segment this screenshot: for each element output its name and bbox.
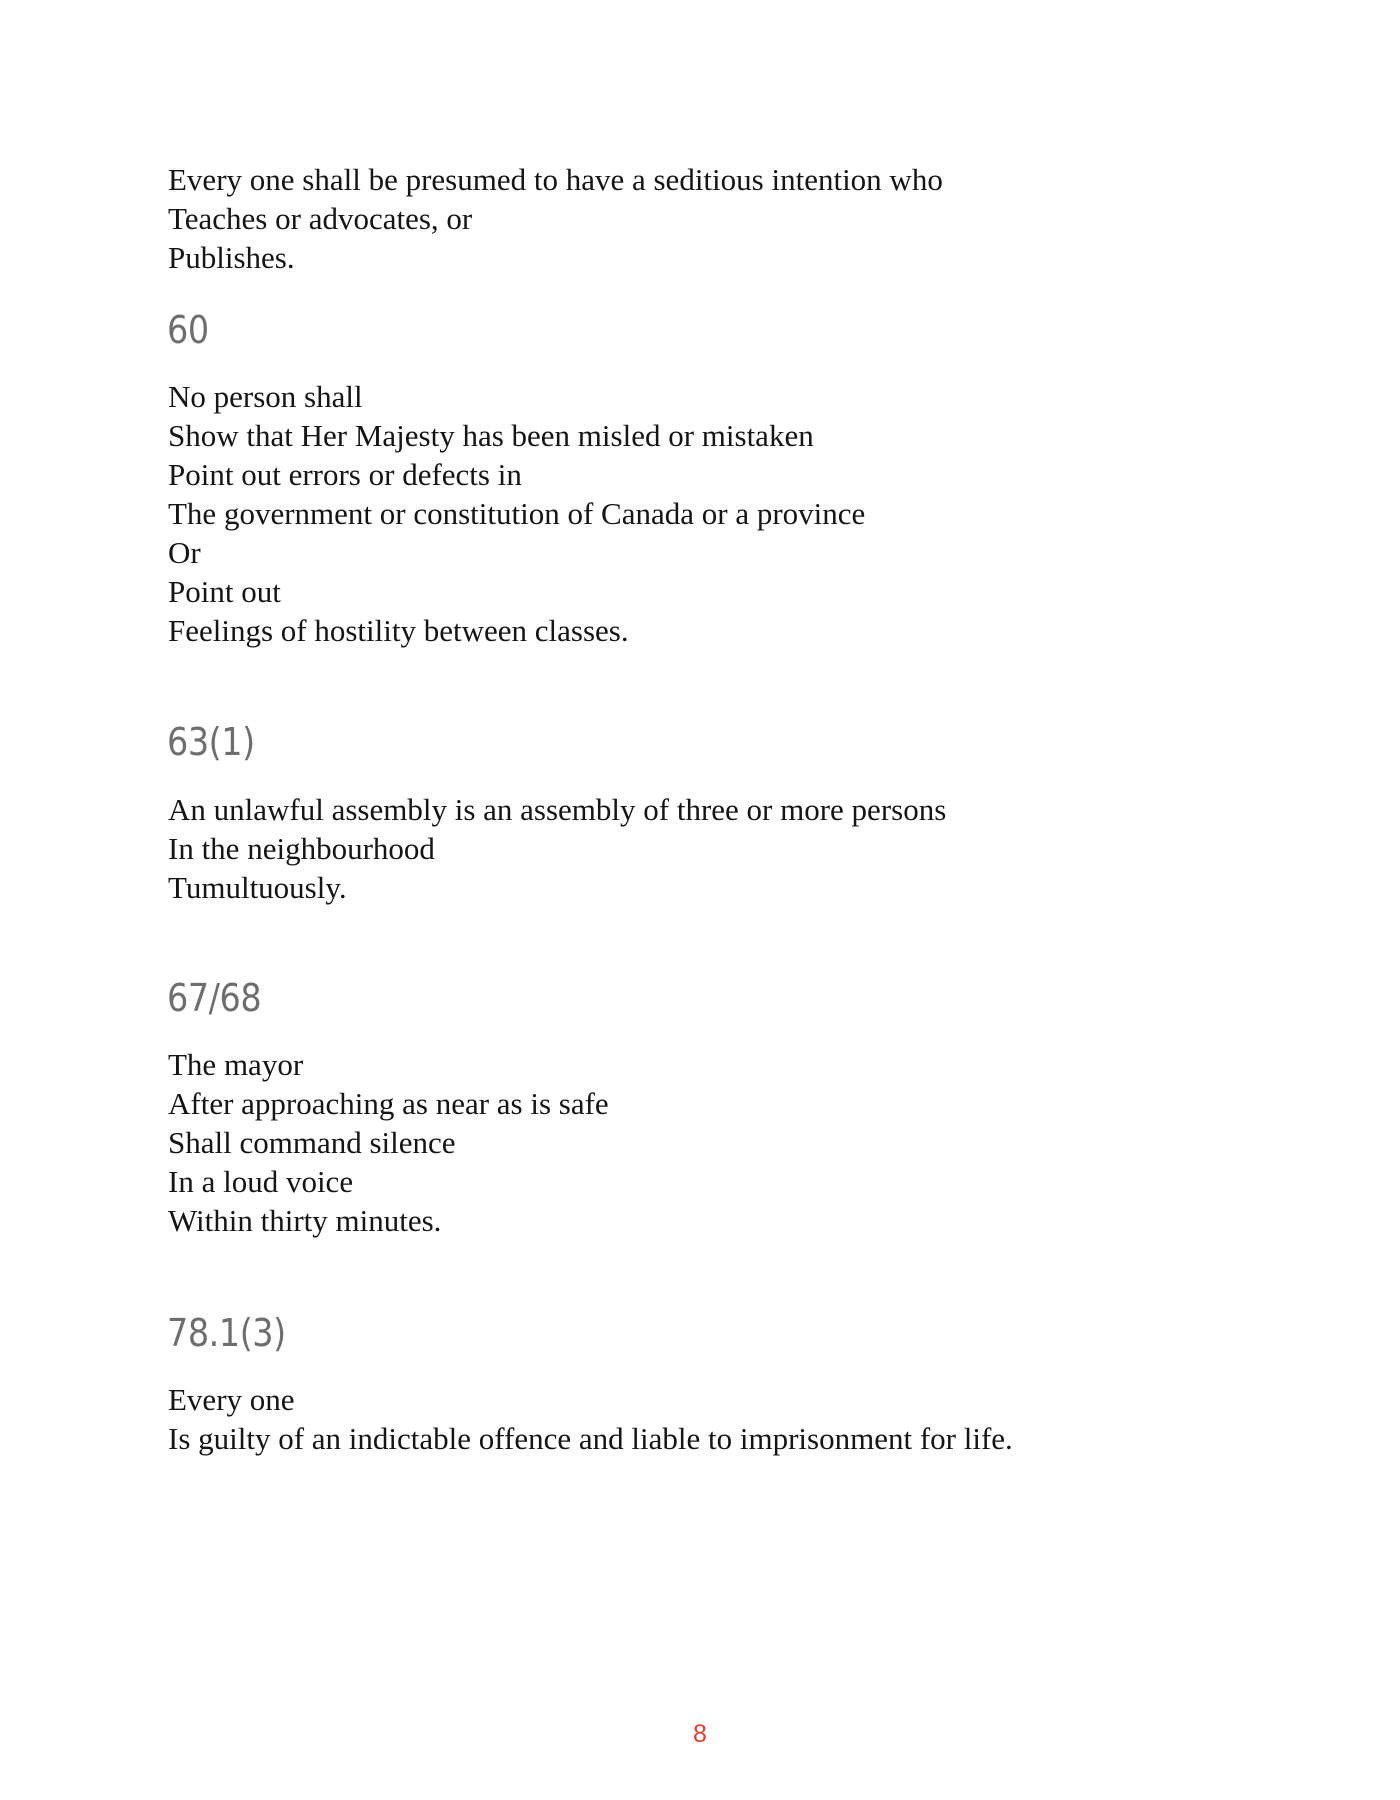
- stanza-line: Every one shall be presumed to have a seditious intention who: [168, 162, 943, 197]
- intro-stanza: [168, 160, 943, 277]
- section-number-60: 60: [167, 308, 209, 352]
- stanza-line: Within thirty minutes.: [168, 1203, 442, 1238]
- stanza-line: Publishes.: [168, 240, 295, 275]
- stanza-line: The government or constitution of Canada or a province: [168, 496, 866, 531]
- stanza-line: Shall command silence: [168, 1125, 456, 1160]
- stanza-line: The mayor: [168, 1047, 304, 1082]
- stanza-line: An unlawful assembly is an assembly of three or more persons: [168, 792, 947, 827]
- section-78-1-3-stanza: [168, 1380, 1013, 1458]
- section-60-stanza: [168, 377, 865, 650]
- stanza-line: Tumultuously.: [168, 870, 347, 905]
- stanza-line: Show that Her Majesty has been misled or mistaken: [168, 418, 814, 453]
- stanza-line: After approaching as near as is safe: [168, 1086, 609, 1121]
- page-number: 8: [693, 1720, 707, 1748]
- stanza-line: Is guilty of an indictable offence and liable to imprisonment for life.: [168, 1421, 1013, 1456]
- stanza-line: Point out: [168, 574, 281, 609]
- stanza-line: Every one: [168, 1382, 295, 1417]
- section-number-67-68: 67/68: [167, 976, 262, 1020]
- stanza-line: In a loud voice: [168, 1164, 354, 1199]
- section-67-68-stanza: [168, 1045, 609, 1240]
- section-number-78-1-3: 78.1(3): [167, 1311, 286, 1355]
- stanza-line: Feelings of hostility between classes.: [168, 613, 629, 648]
- stanza-line: Point out errors or defects in: [168, 457, 522, 492]
- stanza-line: Teaches or advocates, or: [168, 201, 473, 236]
- section-63-1-stanza: [168, 790, 946, 907]
- stanza-line: Or: [168, 535, 201, 570]
- stanza-line: In the neighbourhood: [168, 831, 435, 866]
- stanza-line: No person shall: [168, 379, 363, 414]
- section-number-63-1: 63(1): [167, 720, 255, 764]
